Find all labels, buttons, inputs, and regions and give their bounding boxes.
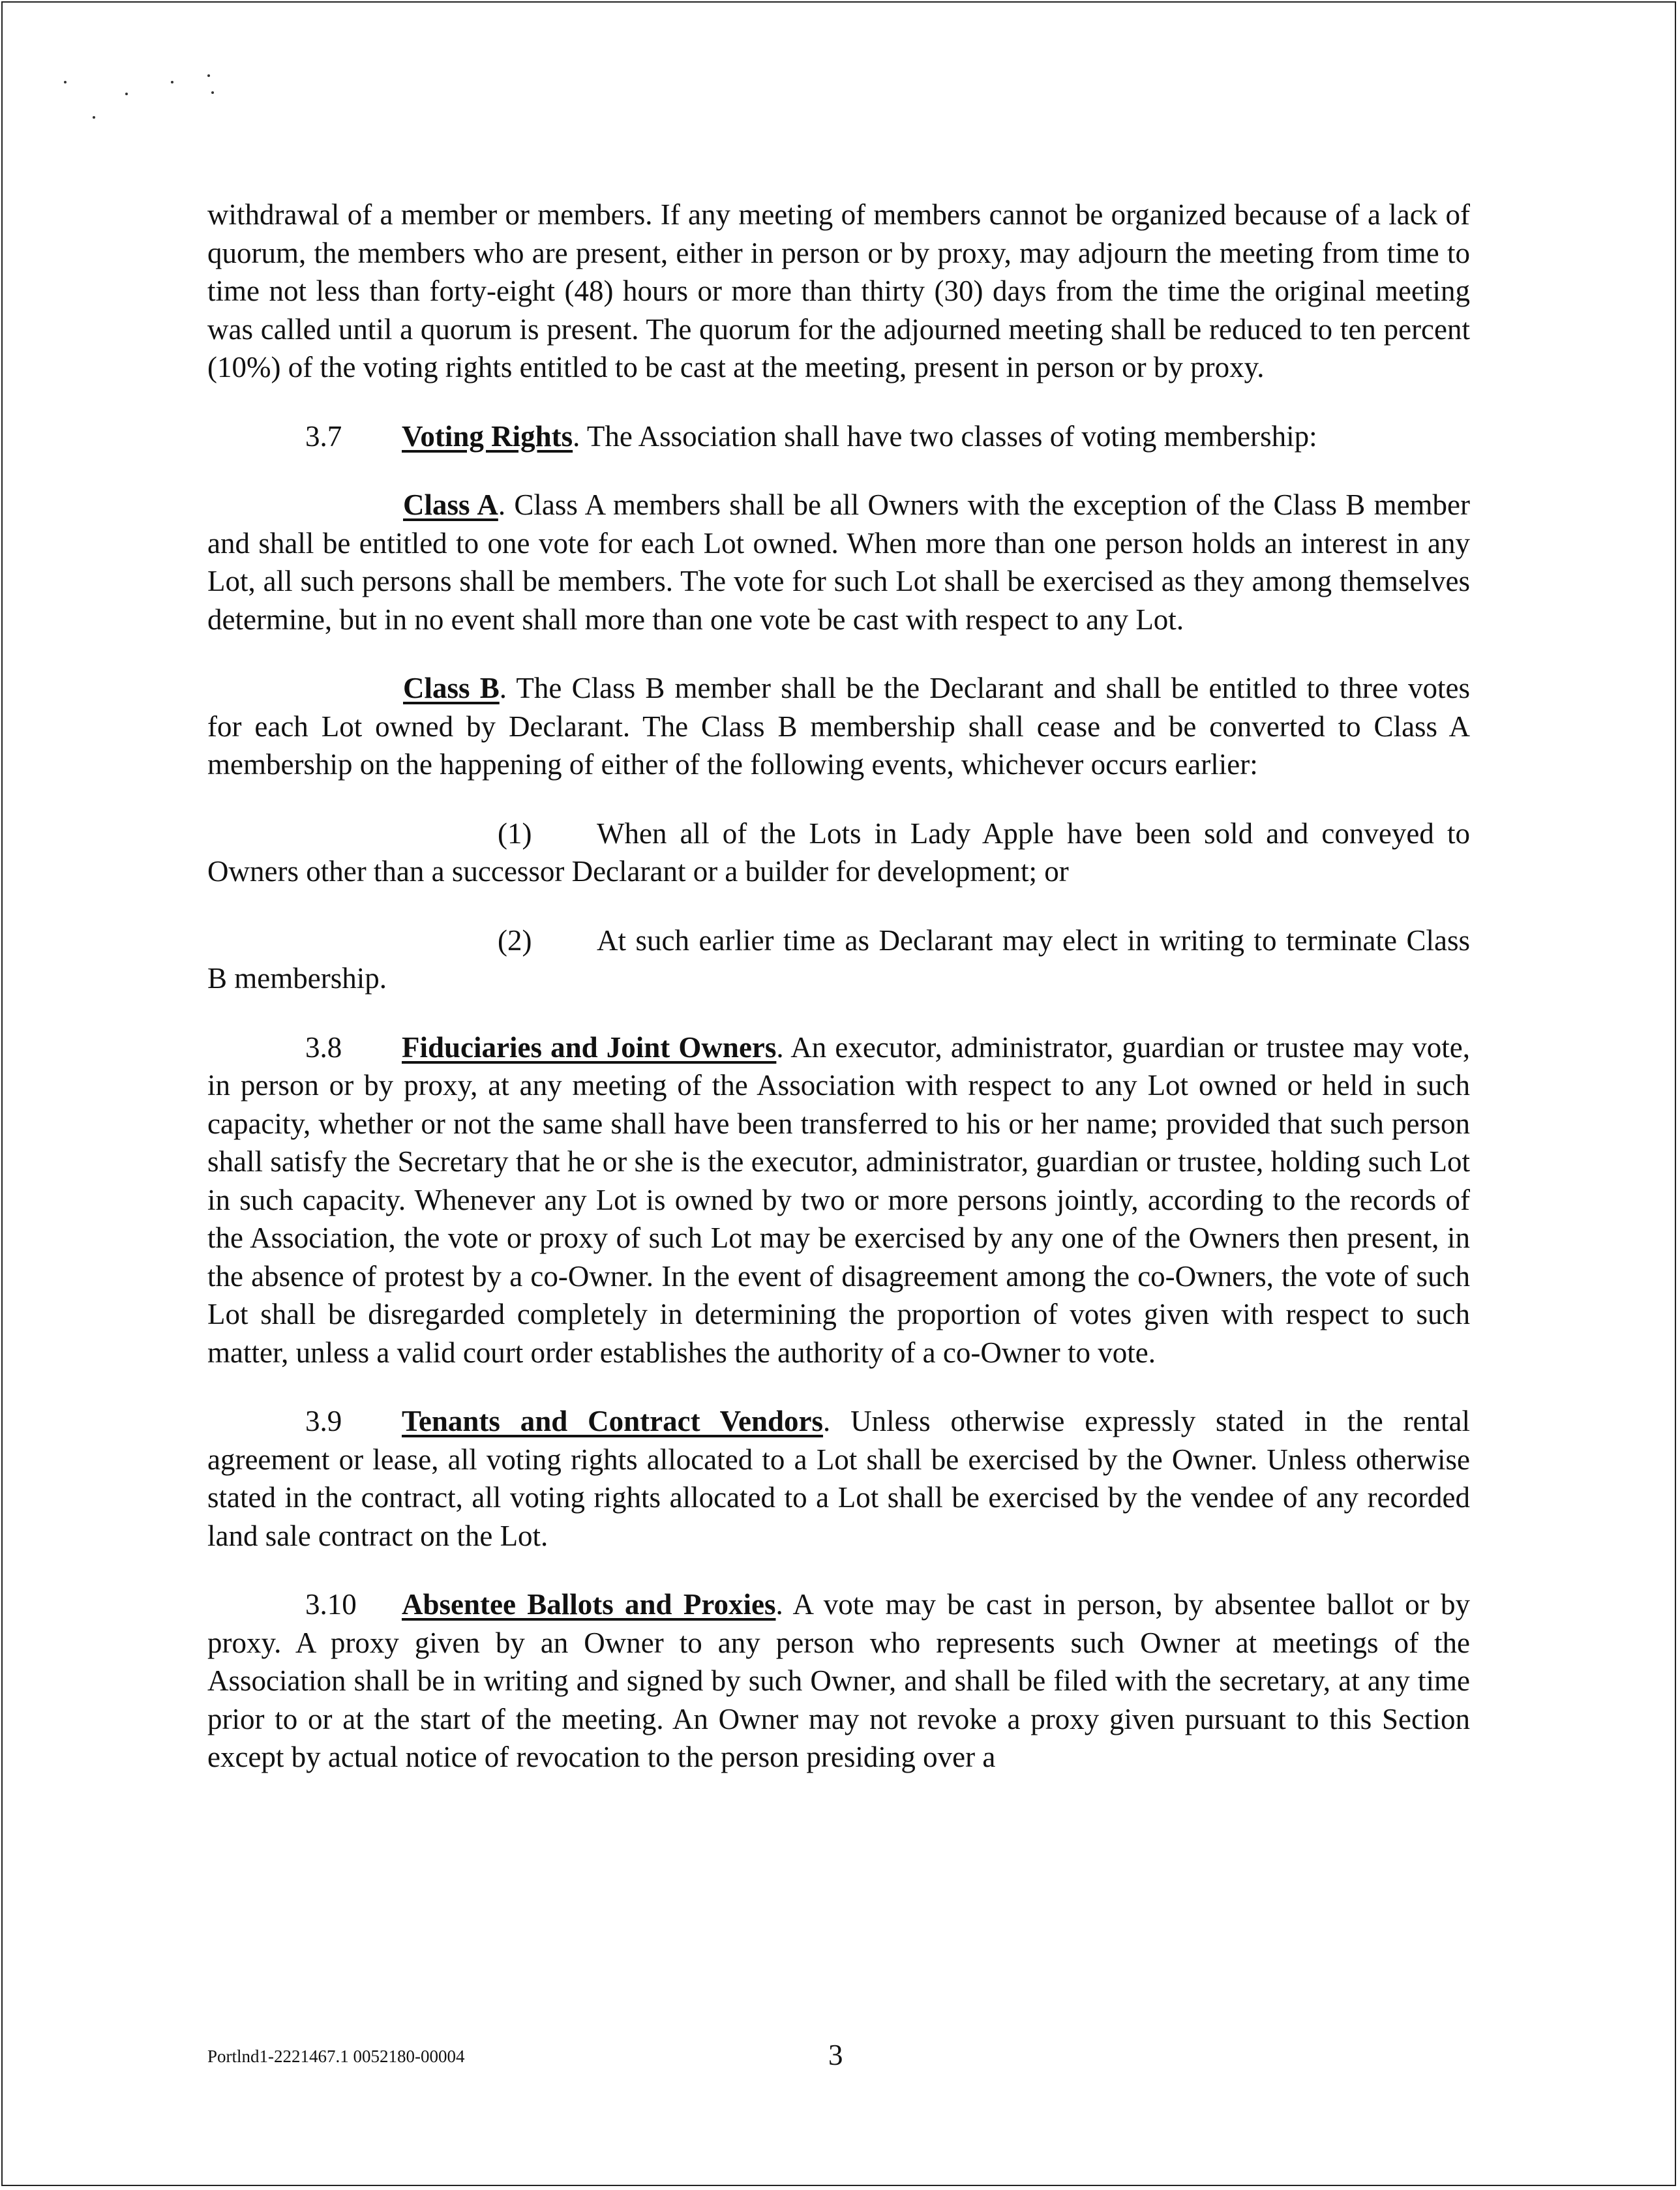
class-a-label: Class A <box>403 488 498 521</box>
section-number: 3.7 <box>305 419 342 453</box>
list-item-text: When all of the Lots in Lady Apple have been sold and conveyed to Owners other than a successor Declarant or a builder for development; or <box>207 817 1470 888</box>
scan-speck <box>207 74 210 77</box>
scan-specks <box>46 65 241 130</box>
list-item-1 <box>207 815 1470 891</box>
section-3-9 <box>207 1402 1470 1555</box>
scan-speck <box>211 91 214 94</box>
class-b-label: Class B <box>403 672 500 704</box>
footer-document-id: Portlnd1-2221467.1 0052180-00004 <box>207 2047 465 2066</box>
section-number: 3.8 <box>305 1030 342 1064</box>
section-3-7 <box>207 417 1470 456</box>
section-heading-fiduciaries: Fiduciaries and Joint Owners <box>402 1030 777 1064</box>
section-3-10 <box>207 1585 1470 1777</box>
scan-speck <box>125 93 128 95</box>
list-item-text: At such earlier time as Declarant may elect in writing to terminate Class B membership. <box>207 923 1470 995</box>
paragraph-continuation: withdrawal of a member or members. If any meeting of members cannot be organized because of a lack of quorum, the members who are present, either in person or by proxy, may adjourn the meeting from time to time not less than forty-eight (48) hours or more than thirty (30) days from the time the original meeting was called until a quorum is present. The quorum for the adjourned meeting shall be reduced to ten percent (10%) of the voting rights entitled to be cast at the meeting, present in person or by proxy. <box>207 198 1470 383</box>
section-heading-tenants: Tenants and Contract Vendors <box>402 1405 824 1437</box>
scan-speck <box>64 81 67 83</box>
page-number: 3 <box>828 2039 843 2071</box>
section-number: 3.9 <box>305 1405 342 1437</box>
scan-speck <box>93 116 95 119</box>
class-a-text: . Class A members shall be all Owners with the exception of the Class B member and shall be entitled to one vote for each Lot owned. When more than one person holds an interest in any Lot, all such persons shall be members. The vote for such Lot shall be exercised as they among themselves determine, but in no event shall more than one vote be cast with respect to any Lot. <box>207 488 1470 636</box>
section-text: . An executor, administrator, guardian or trustee may vote, in person or by proxy, at any meeting of the Association with respect to any Lot owned or held in such capacity, whether or not the same shall have been transferred to his or her name; provided that such person shall satisfy the Secretary that he or she is the executor, administrator, guardian or trustee, holding such Lot in such capacity. Whenever any Lot is owned by two or more persons jointly, according to the records of the Association, the vote or proxy of such Lot may be exercised by any one of the Owners then present, in the absence of protest by a co-Owner. In the event of disagreement among the co-Owners, the vote of such Lot shall be disregarded completely in determining the proportion of votes given with respect to such matter, unless a valid court order establishes the authority of a co-Owner to vote. <box>207 1030 1470 1369</box>
section-3-8 <box>207 1028 1470 1372</box>
section-text: . Unless otherwise expressly stated in the rental agreement or lease, all voting rights allocated to a Lot shall be exercised by the Owner. Unless otherwise stated in the contract, all voting rights allocated to a Lot shall be exercised by the vendee of any recorded land sale contract on the Lot. <box>207 1405 1470 1552</box>
section-heading-voting-rights: Voting Rights <box>402 419 573 453</box>
list-item-number: (2) <box>498 923 532 957</box>
document-body <box>207 196 1470 1807</box>
class-b-paragraph <box>207 669 1470 784</box>
class-b-text: . The Class B member shall be the Declarant and shall be entitled to three votes for each Lot owned by Declarant. The Class B membership shall cease and be converted to Class A membership on the happening of either of the following events, whichever occurs earlier: <box>207 672 1471 781</box>
section-number: 3.10 <box>305 1588 357 1621</box>
list-item-number: (1) <box>498 817 532 850</box>
section-text: . The Association shall have two classes of voting membership: <box>573 419 1317 453</box>
scan-speck <box>171 81 173 83</box>
class-a-paragraph <box>207 486 1470 638</box>
section-heading-absentee-ballots: Absentee Ballots and Proxies <box>402 1588 776 1621</box>
section-text: . A vote may be cast in person, by absentee ballot or by proxy. A proxy given by an Owner to any person who represents such Owner at meetings of the Association shall be in writing and signed by such Owner, and shall be filed with the secretary, at any time prior to or at the start of the meeting. An Owner may not revoke a proxy given pursuant to this Section except by actual notice of revocation to the person presiding over a <box>207 1588 1470 1773</box>
list-item-2 <box>207 922 1470 998</box>
